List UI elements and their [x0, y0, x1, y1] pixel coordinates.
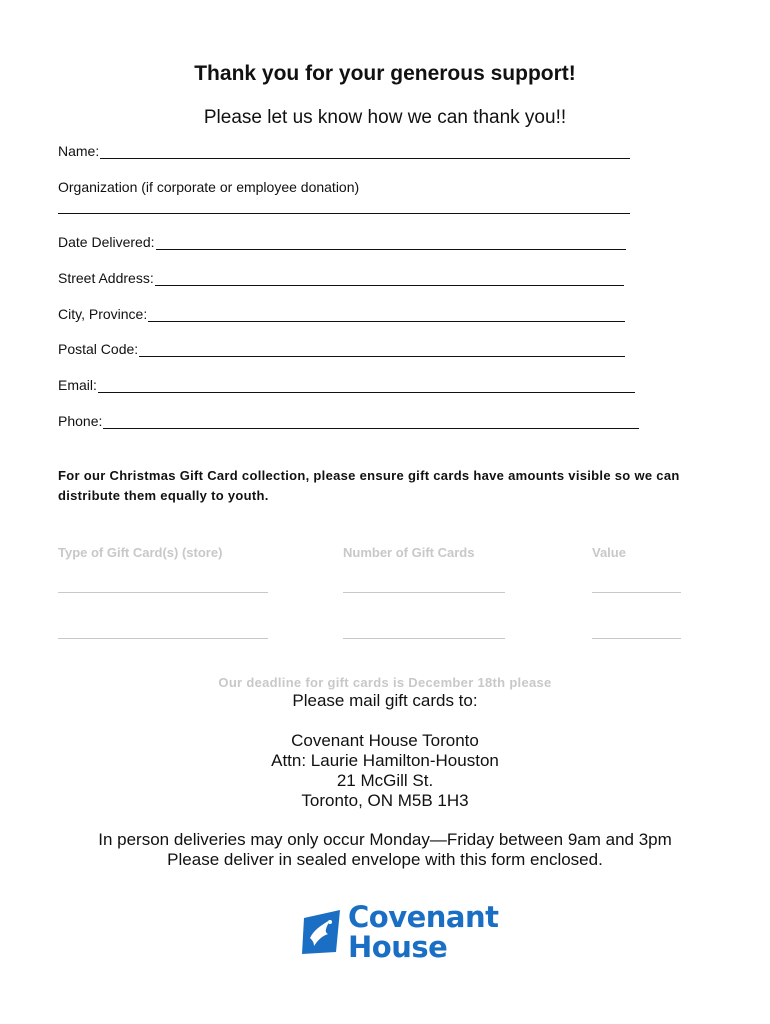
city-province-label: City, Province:	[58, 306, 148, 322]
mail-intro: Please mail gift cards to:	[292, 691, 478, 710]
column-header-count: Number of Gift Cards	[343, 545, 475, 560]
gift-card-notice: For our Christmas Gift Card collection, please ensure gift cards have amounts visible so we can distribute them equally to youth.	[58, 468, 680, 503]
date-delivered-blank[interactable]	[156, 235, 626, 250]
count-blank-1[interactable]	[343, 592, 505, 593]
deadline-note: Our deadline for gift cards is December 18th please	[218, 675, 552, 690]
street-address-field[interactable]	[58, 270, 624, 286]
phone-field[interactable]	[58, 413, 639, 429]
date-delivered-field[interactable]	[58, 234, 626, 250]
date-delivered-label: Date Delivered:	[58, 234, 155, 250]
city-province-blank[interactable]	[148, 307, 625, 322]
street-address-blank[interactable]	[155, 271, 624, 286]
column-header-value: Value	[592, 545, 626, 560]
value-blank-2[interactable]	[592, 638, 681, 639]
postal-code-blank[interactable]	[139, 342, 625, 357]
email-blank[interactable]	[98, 378, 635, 393]
logo-wordmark	[348, 902, 499, 962]
store-blank-1[interactable]	[58, 592, 268, 593]
form-subtitle: Please let us know how we can thank you!!	[203, 107, 567, 128]
name-label: Name:	[58, 143, 100, 159]
logo-line-2: House	[348, 930, 448, 964]
logo-line-1: Covenant	[348, 900, 499, 934]
street-address-label: Street Address:	[58, 270, 154, 286]
delivery-note: In person deliveries may only occur Monday—Friday between 9am and 3pm	[98, 830, 672, 849]
form-title: Thank you for your generous support!	[194, 62, 576, 85]
postal-code-field[interactable]	[58, 341, 625, 357]
mail-street: 21 McGill St.	[336, 771, 434, 790]
email-field[interactable]	[58, 377, 635, 393]
dove-icon	[300, 908, 344, 956]
count-blank-2[interactable]	[343, 638, 505, 639]
value-blank-1[interactable]	[592, 592, 681, 593]
organization-blank[interactable]	[58, 213, 630, 214]
postal-code-label: Postal Code:	[58, 341, 139, 357]
covenant-house-logo	[288, 886, 509, 976]
organization-label: Organization (if corporate or employee donation)	[58, 179, 360, 195]
column-header-store: Type of Gift Card(s) (store)	[58, 545, 223, 560]
envelope-note: Please deliver in sealed envelope with this form enclosed.	[167, 850, 603, 869]
name-blank[interactable]	[100, 144, 630, 159]
phone-label: Phone:	[58, 413, 103, 429]
store-blank-2[interactable]	[58, 638, 268, 639]
phone-blank[interactable]	[103, 414, 639, 429]
mail-city: Toronto, ON M5B 1H3	[301, 791, 469, 810]
city-province-field[interactable]	[58, 306, 625, 322]
email-label: Email:	[58, 377, 97, 393]
name-field[interactable]	[58, 143, 630, 159]
mail-attn: Attn: Laurie Hamilton-Houston	[271, 751, 499, 770]
mail-org: Covenant House Toronto	[291, 731, 479, 750]
